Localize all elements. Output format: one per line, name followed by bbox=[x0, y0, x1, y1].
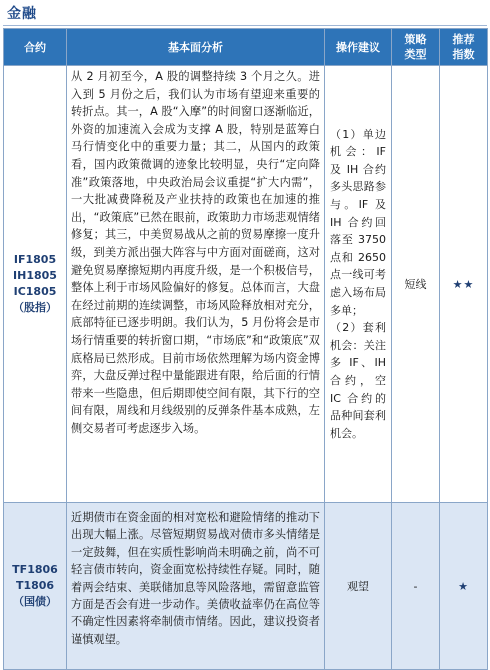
strategy-cell: - bbox=[392, 503, 440, 670]
table-row bbox=[4, 503, 488, 670]
futures-advice-table bbox=[3, 28, 488, 670]
rating-stars: ★★ bbox=[440, 66, 488, 503]
table-row bbox=[4, 66, 488, 503]
header-rating-label: 推荐 指数 bbox=[452, 33, 475, 61]
section-title: 金融 bbox=[7, 6, 37, 22]
contract-codes: TF1806 T1806 （国债） bbox=[12, 563, 58, 608]
header-contract: 合约 bbox=[4, 29, 67, 66]
contract-codes: IF1805 IH1805 IC1805 （股指） bbox=[13, 253, 57, 314]
header-advice: 操作建议 bbox=[325, 29, 392, 66]
header-analysis: 基本面分析 bbox=[67, 29, 325, 66]
contract-cell bbox=[4, 66, 67, 503]
contract-cell bbox=[4, 503, 67, 670]
analysis-cell: 近期债市在资金面的相对宽松和避险情绪的推动下出现大幅上涨。尽管短期贸易战对债市多头情绪是一定鼓舞，但在实质性影响尚未明确之前，尚不可轻言债市转向，资金面宽松持续性存疑。同时，随着两会结束、美联储加息等风险落地，需留意监管方面是否会有进一步动作。美债收益率仍在高位等不确定性因素将牵制债市情绪。因此，建议投资者谨慎观望。 bbox=[67, 503, 325, 670]
rating-stars: ★ bbox=[440, 503, 488, 670]
header-strategy bbox=[392, 29, 440, 66]
analysis-cell: 从 2 月初至今，A 股的调整持续 3 个月之久。进入到 5 月份之后，我们认为市场有望迎来重要的转折点。其一，A 股“入摩”的时间窗口逐渐临近，外资的加速流入会成为支撑 A 股，特别是蓝筹白马行情变化中的重要力量；其二，从国内的政策看，国内政策微调的迹象比较明显，央行“定向降准”政策落地，中央政治局会议重提“扩大内需”，一大批减费降税及产业扶持的政策也在加速的推出，“政策底”已然在眼前，政策助力市场悲观情绪修复；其三，中美贸易战从之前的贸易摩擦一度升级，到美方派出强大阵容与中方面对面磋商，这对避免贸易摩擦短期内再度升级，是一个积极信号，整体上利于市场风险偏好的修复。总体而言，大盘在经过前期的连续调整，市场风险释放相对充分，底部特征已逐步明朗。我们认为，5 月份将会是市场行情重要的转折窗口期，“市场底”和“政策底”双底格局已然形成。目前市场依然理解为场内资金博弈，大盘反弹过程中量能跟进有限，给后面的行情带来一些隐患，但后期即使空间有限，其下行的空间有限，周线和月线级别的反弹条件基本成熟，左侧交易者可考虑逐步入场。 bbox=[67, 66, 325, 503]
header-rating bbox=[440, 29, 488, 66]
advice-cell bbox=[325, 66, 392, 503]
advice-cell: 观望 bbox=[325, 503, 392, 670]
header-strategy-label: 策略 类型 bbox=[404, 33, 427, 61]
table-header-row bbox=[4, 29, 488, 66]
advice-text: （1）单边机会：IF 及 IH 合约多头思路参与。IF 及 IH 合约回落至 3750 点和 2650 点一线可考虑入场布局多单； （2）套利机会：关注多 IF、IH 合约，空 IC 合约的品种间套利机会。 bbox=[330, 127, 386, 440]
strategy-cell: 短线 bbox=[392, 66, 440, 503]
title-divider bbox=[3, 25, 487, 26]
